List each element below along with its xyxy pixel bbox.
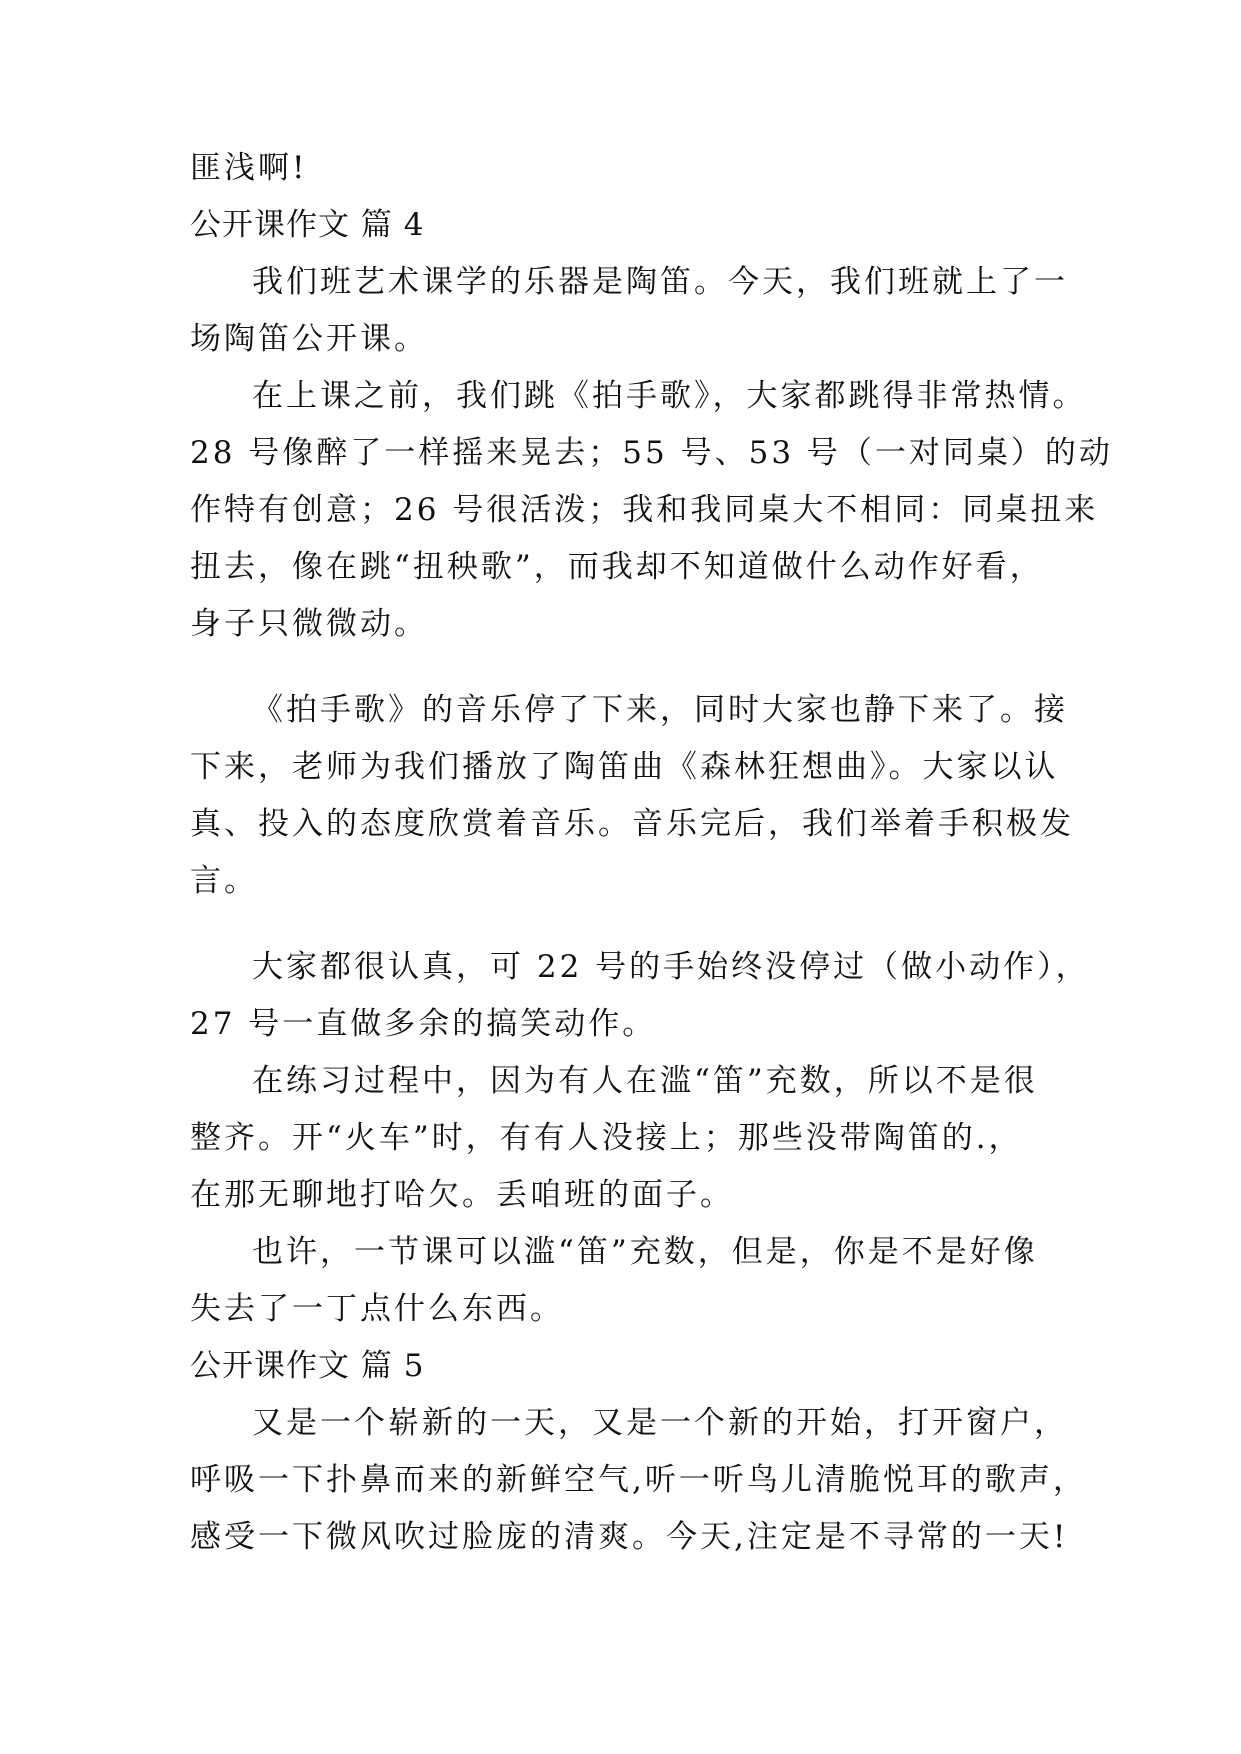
text-line: 匪浅啊! xyxy=(190,150,308,186)
text-line: 真、投入的态度欣赏着音乐。音乐完后，我们举着手积极发 xyxy=(190,806,1074,842)
text-line: 大家都很认真，可 22 号的手始终没停过（做小动作）， xyxy=(252,949,1090,985)
section-heading: 公开课作文 篇 4 xyxy=(190,207,425,243)
section-heading: 公开课作文 篇 5 xyxy=(190,1348,425,1384)
text-line: 作特有创意；26 号很活泼；我和我同桌大不相同：同桌扭来 xyxy=(190,492,1099,528)
text-line: 整齐。开“火车”时，有有人没接上；那些没带陶笛的.， xyxy=(190,1120,1023,1156)
text-line: 扭去，像在跳“扭秧歌”，而我却不知道做什么动作好看， xyxy=(190,549,1044,585)
text-line: 言。 xyxy=(190,863,258,899)
text-line: 也许，一节课可以滥“笛”充数，但是，你是不是好像 xyxy=(252,1234,1038,1270)
text-line: 感受一下微风吹过脸庞的清爽。今天,注定是不寻常的一天! xyxy=(190,1519,1069,1555)
text-line: 我们班艺术课学的乐器是陶笛。今天，我们班就上了一 xyxy=(252,264,1068,300)
text-line: 又是一个崭新的一天，又是一个新的开始，打开窗户， xyxy=(252,1405,1068,1441)
text-line: 在练习过程中，因为有人在滥“笛”充数，所以不是很 xyxy=(252,1063,1038,1099)
text-line: 呼吸一下扑鼻而来的新鲜空气,听一听鸟儿清脆悦耳的歌声， xyxy=(190,1462,1087,1498)
text-line: 27 号一直做多余的搞笑动作。 xyxy=(190,1006,657,1042)
text-line: 下来，老师为我们播放了陶笛曲《森林狂想曲》。大家以认 xyxy=(190,749,1059,785)
text-line: 《拍手歌》的音乐停了下来，同时大家也静下来了。接 xyxy=(252,692,1068,728)
text-line: 在上课之前，我们跳《拍手歌》，大家都跳得非常热情。 xyxy=(252,378,1087,414)
text-line: 失去了一丁点什么东西。 xyxy=(190,1291,564,1327)
text-line: 28 号像醉了一样摇来晃去；55 号、53 号（一对同桌）的动 xyxy=(190,435,1113,471)
text-line: 身子只微微动。 xyxy=(190,606,428,642)
text-line: 在那无聊地打哈欠。丢咱班的面子。 xyxy=(190,1177,734,1213)
text-line: 场陶笛公开课。 xyxy=(190,321,428,357)
